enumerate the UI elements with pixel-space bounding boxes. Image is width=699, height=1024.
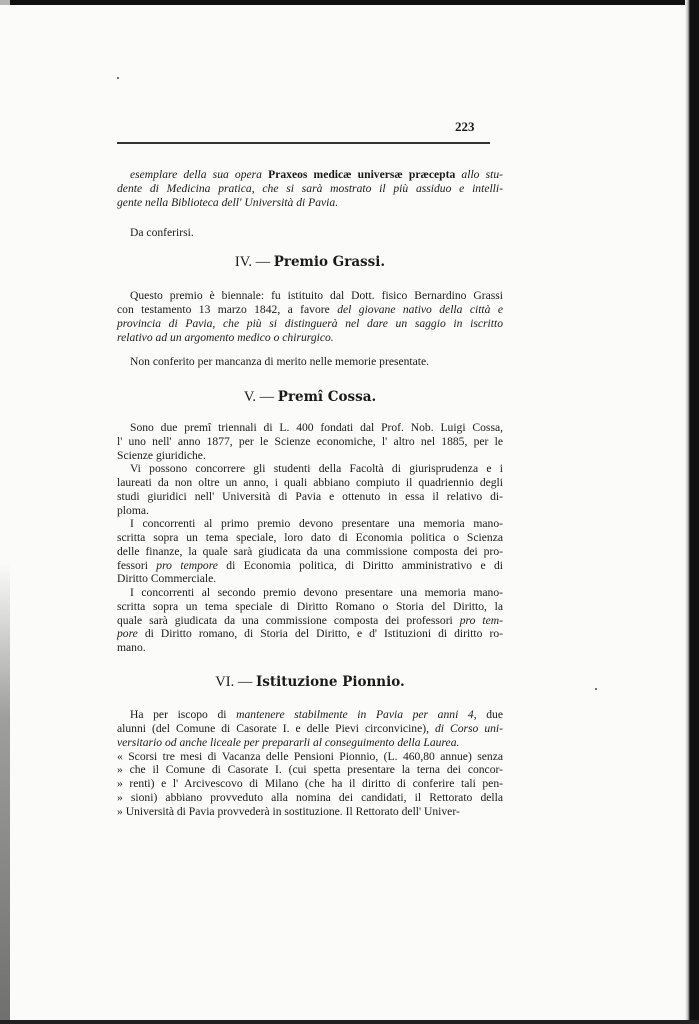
text-line	[117, 627, 503, 641]
text-line	[117, 777, 503, 791]
text-run: di Economia politica, di Diritto amministrativo e di	[217, 558, 503, 572]
section-number: VI. —	[215, 674, 256, 690]
text-run: Diritto Commerciale.	[117, 572, 217, 586]
text-run: studi giuridici nell' Università di Pavia e ottenuto in essa il relativo di-	[117, 489, 503, 503]
italic-text: relativo ad un argomento medico o chirurgico.	[117, 331, 334, 344]
bold-text: Praxeos medicæ universæ præcepta	[268, 168, 462, 181]
text-run: I concorrenti al secondo premio devono presentare una memoria mano-	[130, 586, 503, 599]
text-line	[117, 545, 503, 559]
italic-text: mantenere stabilmente in Pavia per anni 4	[236, 708, 474, 721]
text-line	[117, 476, 503, 490]
italic-text: del giovane nativo della città e	[337, 303, 503, 316]
text-run: ploma.	[117, 503, 149, 517]
section-heading	[117, 388, 503, 406]
text-run: Questo premio è biennale: fu istituito dal Dott. fisico Bernardino Grassi	[130, 289, 503, 302]
text-line	[117, 517, 503, 531]
scan-speck	[595, 688, 597, 690]
text-run: Ha per iscopo di	[130, 708, 237, 721]
section-number: V. —	[243, 389, 278, 405]
text-run: Vi possono concorrere gli studenti della Facoltà di giurisprudenza e i	[130, 462, 503, 476]
text-run: di Diritto romano, di Storia del Diritto, e d' Istituzioni di diritto ro-	[137, 627, 503, 641]
text-run: » renti) e l' Arcivescovo di Milano (che ha il diritto di conferire tali pen-	[117, 777, 503, 790]
text-line	[117, 331, 503, 345]
text-line	[117, 708, 503, 722]
section-title: Premî Cossa.	[277, 389, 377, 405]
text-run: con testamento 13 marzo 1842, a favore	[117, 303, 338, 316]
text-line	[117, 791, 503, 805]
text-run: « Scorsi tre mesi di Vacanza delle Pensioni Pionnio, (L. 460,80 annue) senza	[117, 750, 503, 763]
text-line	[117, 462, 503, 476]
text-run: Sono due premî triennali di L. 400 fondati dal Prof. Nob. Luigi Cossa,	[130, 421, 503, 434]
text-line	[117, 435, 503, 449]
text-run: » che il Comune di Casorate I. (cui spetta presentare la terna dei concor-	[117, 763, 503, 776]
section-heading	[117, 673, 503, 691]
italic-text: di Corso uni-	[435, 722, 504, 735]
text-line	[117, 421, 503, 435]
text-line	[117, 504, 503, 518]
text-run: Scienze giuridiche.	[117, 448, 206, 462]
italic-text: pore	[117, 627, 138, 641]
page-number: 223	[455, 119, 475, 134]
text-run: quale sarà giudicata da una commissione composta dei professori	[117, 613, 460, 627]
text-line	[117, 572, 503, 586]
text-line	[117, 586, 503, 600]
text-line	[117, 600, 503, 614]
italic-text: pro tem-	[459, 613, 503, 627]
section-number: IV. —	[234, 254, 274, 270]
section-title: Istituzione Pionnio.	[255, 674, 405, 690]
text-line	[117, 559, 503, 573]
italic-text: dente di Medicina pratica, che si sarà mostrato il più assiduo e intelli-	[117, 182, 503, 195]
text-line	[117, 289, 503, 303]
text-run: mano.	[117, 641, 146, 654]
text-run: , due	[473, 708, 503, 721]
text-line	[117, 641, 503, 655]
section-heading	[117, 253, 503, 271]
text-line	[117, 303, 503, 317]
text-run: Non conferito per mancanza di merito nelle memorie presentate.	[130, 355, 430, 368]
text-line	[117, 182, 503, 196]
text-line	[117, 168, 503, 182]
text-run: delle finanze, la quale sarà giudicata da una commissione composta dei pro-	[117, 544, 503, 558]
text-run: I concorrenti al primo premio devono presentare una memoria mano-	[130, 517, 503, 531]
text-line	[117, 449, 503, 463]
section-title: Premio Grassi.	[273, 254, 386, 270]
scan-speck	[117, 77, 119, 79]
text-line	[117, 355, 503, 369]
text-line	[117, 722, 503, 736]
scan-left-edge	[0, 0, 10, 1024]
text-run: fessori	[117, 558, 157, 572]
text-run: scritta sopra un tema speciale, loro dato di Economia politica o Scienza	[117, 531, 503, 544]
text-line	[117, 226, 503, 240]
italic-text: provincia di Pavia, che più si distinguerà nel dare un saggio in iscritto	[117, 317, 503, 330]
text-run: scritta sopra un tema speciale di Diritto Romano o Storia del Diritto, la	[117, 599, 503, 613]
text-line	[117, 763, 503, 777]
text-line	[117, 490, 503, 504]
text-line	[117, 750, 503, 764]
header-rule	[117, 142, 490, 144]
scan-bottom-edge	[0, 1020, 699, 1024]
text-line	[117, 614, 503, 628]
text-run: » Università di Pavia provvederà in sostituzione. Il Rettorato dell' Univer-	[117, 805, 460, 818]
italic-text: esemplare della sua opera	[130, 168, 269, 181]
text-line	[117, 736, 503, 750]
scan-top-edge	[0, 0, 699, 5]
italic-text: allo stu-	[461, 168, 503, 181]
text-line	[117, 196, 503, 210]
text-run: » sioni) abbiano provveduto alla nomina dei candidati, il Rettorato della	[117, 791, 503, 804]
italic-text: gente nella Biblioteca dell' Università di Pavia.	[117, 196, 339, 209]
text-run: l' uno nell' anno 1877, per le Scienze economiche, l' altro nel 1885, per le	[117, 434, 503, 448]
text-run: alunni (del Comune di Casorate I. e delle Pievi circonvicine),	[117, 722, 435, 735]
text-line	[117, 317, 503, 331]
text-run: Da conferirsi.	[130, 226, 194, 239]
text-run: laureati da non oltre un anno, i quali abbiano compiuto il quadriennio degli	[117, 476, 503, 489]
text-line	[117, 531, 503, 545]
scan-right-edge	[685, 0, 699, 1024]
italic-text: pro tempore	[156, 558, 218, 572]
text-line	[117, 805, 503, 819]
italic-text: versitario od anche liceale per prepararli al conseguimento della Laurea.	[117, 736, 460, 749]
